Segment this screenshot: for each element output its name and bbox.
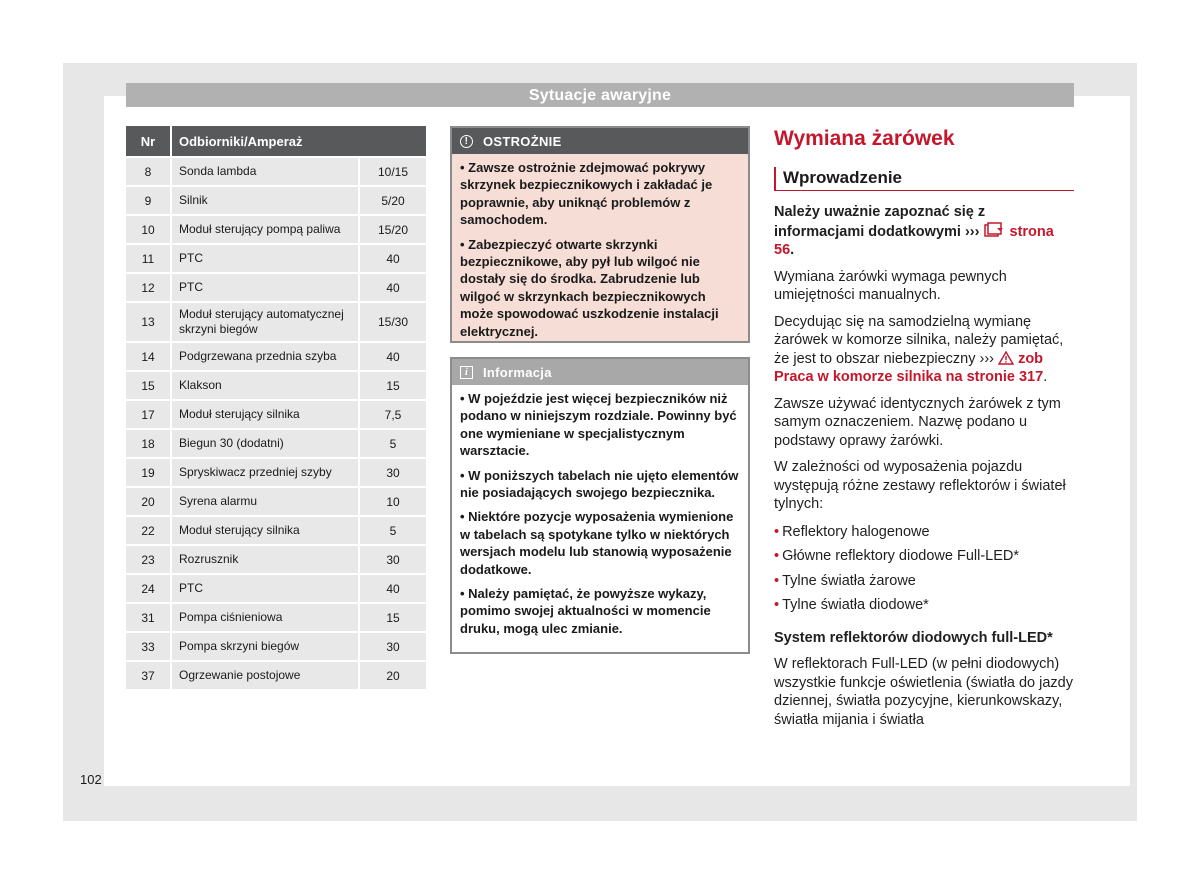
chapter-title: Wymiana żarówek xyxy=(774,127,955,150)
cell-name: Moduł sterujący automatycznej skrzyni biegów xyxy=(172,301,358,341)
cell-name: Biegun 30 (dodatni) xyxy=(172,428,358,457)
table-row xyxy=(126,660,426,689)
bullet-icon: • xyxy=(774,597,780,613)
caution-body xyxy=(452,154,748,340)
lead-paragraph xyxy=(774,203,1074,260)
col-name-header: Odbiorniki/Amperaż xyxy=(172,126,426,156)
table-row xyxy=(126,214,426,243)
caution-box xyxy=(450,126,750,343)
cell-amperage: 5 xyxy=(358,515,426,544)
cell-name: Spryskiwacz przedniej szyby xyxy=(172,457,358,486)
table-row xyxy=(126,399,426,428)
caution-item: • Zawsze ostrożnie zdejmować pokrywy skrzynek bezpiecznikowych i zakładać je poprawnie, aby uniknąć problemów z samochodem. xyxy=(460,160,713,228)
cell-nr: 23 xyxy=(126,544,172,573)
cell-nr: 15 xyxy=(126,370,172,399)
warning-triangle-icon xyxy=(998,351,1014,365)
cell-nr: 12 xyxy=(126,272,172,301)
cell-amperage: 40 xyxy=(358,573,426,602)
cell-nr: 10 xyxy=(126,214,172,243)
paragraph-2-text: Decydując się na samodzielną wymianę żarówek w komorze silnika, należy pamiętać, że jest to obszar niebezpieczny ››› xyxy=(774,313,1064,367)
bullet-icon: • xyxy=(774,523,780,540)
table-row xyxy=(126,156,426,185)
table-row xyxy=(126,631,426,660)
list-item: • Reflektory halogenowe xyxy=(774,523,930,540)
table-row xyxy=(126,486,426,515)
cell-amperage: 15 xyxy=(358,370,426,399)
info-body xyxy=(452,385,748,637)
cell-nr: 33 xyxy=(126,631,172,660)
page-number: 102 xyxy=(80,772,102,787)
caution-item: • Zabezpieczyć otwarte skrzynki bezpiecznikowe, aby pył lub wilgoć nie dostały się do środka. Zabrudzenie lub wilgoć w skrzynkach bezpiecznikowych może spowodować uszkodzenie instalacji elektrycznej. xyxy=(460,236,719,339)
cell-nr: 11 xyxy=(126,243,172,272)
paragraph-1: Wymiana żarówki wymaga pewnych umiejętności manualnych. xyxy=(774,268,1007,303)
lights-list xyxy=(774,523,1074,615)
lead-end: . xyxy=(790,242,795,258)
paragraph-2-end: . xyxy=(1043,369,1048,385)
cell-amperage: 5 xyxy=(358,428,426,457)
page-56-link[interactable]: strona 56 xyxy=(774,223,1054,258)
info-header xyxy=(452,359,748,385)
section-subtitle: Wprowadzenie xyxy=(774,167,1074,191)
info-item: • W pojeździe jest więcej bezpieczników niż podano w niniejszym rozdziale. Powinny być one wymieniane w specjalistycznym warsztacie. xyxy=(460,391,737,459)
cell-amperage: 10/15 xyxy=(358,156,426,185)
subheading-led: System reflektorów diodowych full-LED* xyxy=(774,629,1053,646)
cell-name: Ogrzewanie postojowe xyxy=(172,660,358,689)
fuse-table xyxy=(126,126,426,689)
table-row xyxy=(126,243,426,272)
cell-name: PTC xyxy=(172,272,358,301)
table-row xyxy=(126,428,426,457)
cell-amperage: 30 xyxy=(358,631,426,660)
cell-name: Moduł sterujący pompą paliwa xyxy=(172,214,358,243)
bullet-icon: • xyxy=(774,548,780,564)
cell-nr: 13 xyxy=(126,301,172,341)
cell-amperage: 15/30 xyxy=(358,301,426,341)
caution-header xyxy=(452,128,748,154)
exclamation-circle-icon: ! xyxy=(460,135,473,148)
table-row xyxy=(126,515,426,544)
cell-nr: 14 xyxy=(126,341,172,370)
cell-name: Pompa skrzyni biegów xyxy=(172,631,358,660)
right-text xyxy=(774,203,1074,729)
cell-nr: 8 xyxy=(126,156,172,185)
paragraph-3: Zawsze używać identycznych żarówek z tym samym oznaczeniem. Nazwę podano u podstawy oprawy żarówki. xyxy=(774,395,1061,449)
cell-name: Pompa ciśnieniowa xyxy=(172,602,358,631)
cell-nr: 20 xyxy=(126,486,172,515)
table-row xyxy=(126,301,426,341)
list-item: • Główne reflektory diodowe Full-LED* xyxy=(774,548,1020,564)
cell-name: Sonda lambda xyxy=(172,156,358,185)
info-item: • Należy pamiętać, że powyższe wykazy, pomimo swojej aktualności w momencie druku, mogą ulec zmianie. xyxy=(460,586,711,636)
right-column xyxy=(774,126,1074,729)
book-reference-icon xyxy=(983,222,1005,238)
cell-amperage: 40 xyxy=(358,272,426,301)
info-item: • Niektóre pozycje wyposażenia wymienione w tabelach są spotykane tylko w niektórych wersjach modelu lub stanowią wyposażenie dodatkowe. xyxy=(460,509,734,577)
table-row xyxy=(126,457,426,486)
col-nr-header: Nr xyxy=(126,126,172,156)
cell-amperage: 40 xyxy=(358,243,426,272)
cell-amperage: 30 xyxy=(358,457,426,486)
bullet-icon: • xyxy=(774,572,780,589)
cell-nr: 19 xyxy=(126,457,172,486)
table-row xyxy=(126,370,426,399)
info-title: Informacja xyxy=(483,364,552,380)
cell-amperage: 15/20 xyxy=(358,214,426,243)
cell-amperage: 40 xyxy=(358,341,426,370)
cell-nr: 37 xyxy=(126,660,172,689)
cell-name: Silnik xyxy=(172,185,358,214)
cell-nr: 18 xyxy=(126,428,172,457)
cell-amperage: 10 xyxy=(358,486,426,515)
cell-amperage: 20 xyxy=(358,660,426,689)
table-row xyxy=(126,573,426,602)
cell-name: PTC xyxy=(172,573,358,602)
table-row xyxy=(126,544,426,573)
cell-nr: 24 xyxy=(126,573,172,602)
list-item: • Tylne światła żarowe xyxy=(774,572,916,589)
engine-compartment-link[interactable]: zob Praca w komorze silnika na stronie 317 xyxy=(774,350,1044,385)
cell-name: Syrena alarmu xyxy=(172,486,358,515)
cell-nr: 31 xyxy=(126,602,172,631)
caution-title: OSTROŻNIE xyxy=(483,133,562,149)
cell-name: Moduł sterujący silnika xyxy=(172,515,358,544)
table-header-row xyxy=(126,126,426,156)
cell-nr: 22 xyxy=(126,515,172,544)
table-row xyxy=(126,341,426,370)
table-row xyxy=(126,602,426,631)
cell-amperage: 15 xyxy=(358,602,426,631)
cell-amperage: 30 xyxy=(358,544,426,573)
lead-text: Należy uważnie zapoznać się z informacjami dodatkowymi ››› xyxy=(774,204,986,240)
table-body xyxy=(126,156,426,689)
cell-name: Klakson xyxy=(172,370,358,399)
section-title-bar: Sytuacje awaryjne xyxy=(126,83,1074,107)
table-row xyxy=(126,272,426,301)
cell-amperage: 7,5 xyxy=(358,399,426,428)
list-item: • Tylne światła diodowe* xyxy=(774,597,929,613)
cell-name: Podgrzewana przednia szyba xyxy=(172,341,358,370)
cell-amperage: 5/20 xyxy=(358,185,426,214)
info-square-icon: i xyxy=(460,366,473,379)
table-row xyxy=(126,185,426,214)
cell-name: Rozrusznik xyxy=(172,544,358,573)
info-item: • W poniższych tabelach nie ujęto elementów nie posiadających swojego bezpiecznika. xyxy=(460,467,739,501)
info-box xyxy=(450,357,750,654)
cell-nr: 9 xyxy=(126,185,172,214)
paragraph-2 xyxy=(774,313,1074,387)
cell-nr: 17 xyxy=(126,399,172,428)
cell-name: Moduł sterujący silnika xyxy=(172,399,358,428)
cell-name: PTC xyxy=(172,243,358,272)
paragraph-5: W reflektorach Full-LED (w pełni diodowych) wszystkie funkcje oświetlenia (światła do jazdy dziennej, światła pozycyjne, kierunkowskazy, światła mijania i światła xyxy=(774,656,1073,728)
paragraph-4: W zależności od wyposażenia pojazdu występują różne zestawy reflektorów i świateł tylnych: xyxy=(774,459,1066,512)
